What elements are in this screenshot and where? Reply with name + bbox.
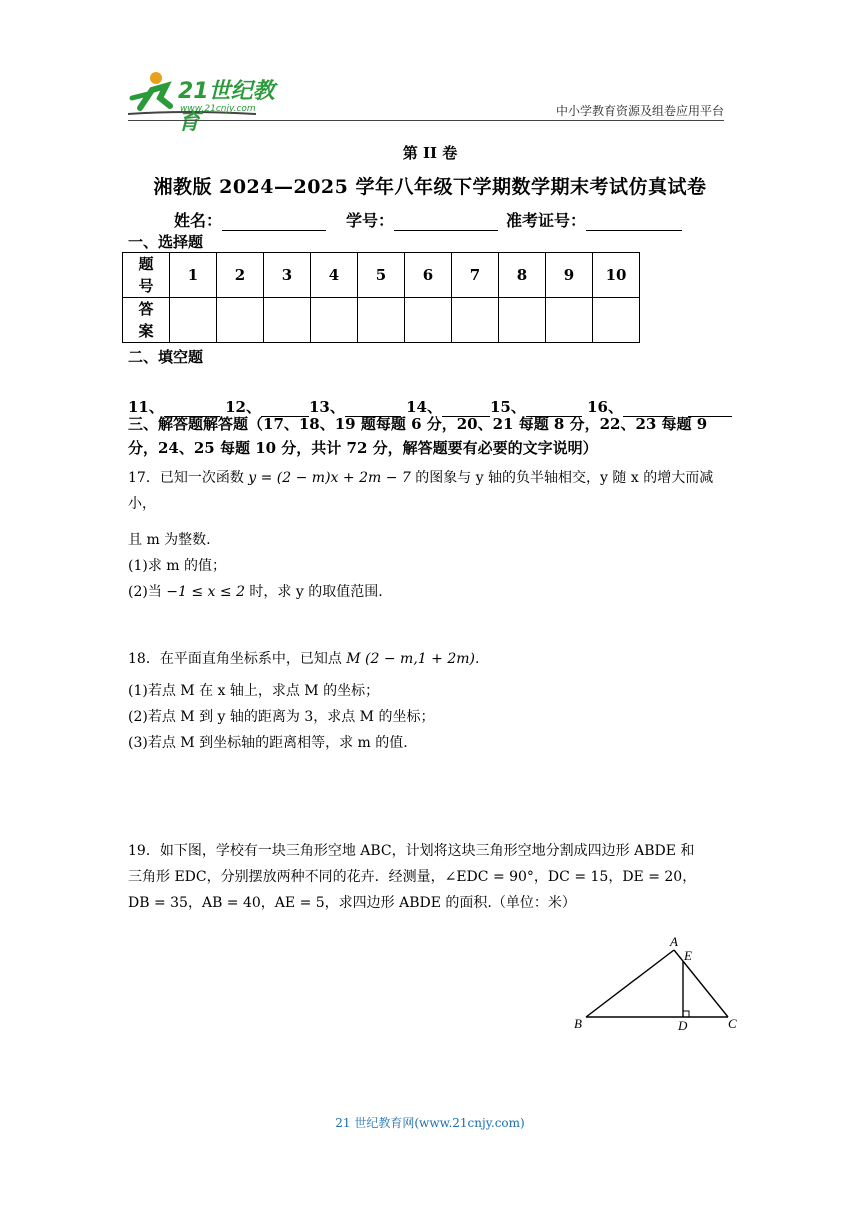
answer-cell[interactable] xyxy=(452,298,499,343)
answer-cell[interactable] xyxy=(358,298,405,343)
footer-link[interactable]: 21 世纪教育网(www.21cnjy.com) xyxy=(335,1116,525,1130)
q17-part2-text: (2)当 xyxy=(128,584,167,600)
q18-formula: M (2 − m,1 + 2m) xyxy=(346,651,475,667)
logo-text: 21世纪教育 xyxy=(178,79,275,135)
exam-number-field xyxy=(506,208,682,231)
student-id-blank[interactable] xyxy=(394,212,498,231)
fill-label-15: 15、 xyxy=(489,398,526,416)
q17-formula: y = (2 − m)x + 2m − 7 xyxy=(248,470,411,486)
section-choice-heading: 一、选择题 xyxy=(128,233,204,251)
q18-text-end: . xyxy=(474,651,480,667)
question-17 xyxy=(128,465,738,605)
page-title: 湘教版 2024—2025 学年八年级下学期数学期末考试仿真试卷 xyxy=(153,176,707,198)
answer-cell[interactable] xyxy=(593,298,640,343)
label-c: C xyxy=(728,1016,737,1031)
student-id-field xyxy=(346,208,498,231)
answer-cell[interactable] xyxy=(170,298,217,343)
label-a: A xyxy=(670,934,678,949)
question-19 xyxy=(128,838,738,916)
answer-cell[interactable] xyxy=(217,298,264,343)
row-header-answer: 答案 xyxy=(123,298,170,343)
q17-part1: (1)求 m 的值； xyxy=(128,558,227,574)
name-field xyxy=(174,208,326,231)
q18-part2: (2)若点 M 到 y 轴的距离为 3，求点 M 的坐标； xyxy=(128,709,435,725)
name-label: 姓名： xyxy=(174,211,223,230)
q19-line3: DB = 35，AB = 40，AE = 5，求四边形 ABDE 的面积.（单位：米） xyxy=(128,895,576,911)
fill-label-16: 16、 xyxy=(587,398,623,416)
question-number: 7 xyxy=(452,253,499,298)
question-number: 8 xyxy=(499,253,546,298)
question-number: 9 xyxy=(546,253,593,298)
row-header-question: 题号 xyxy=(123,253,170,298)
question-number: 4 xyxy=(311,253,358,298)
q17-text-cont: 的图象与 y 轴的负半轴相交，y 随 x 的增大而减小， xyxy=(128,470,714,512)
q18-part1: (1)若点 M 在 x 轴上，求点 M 的坐标； xyxy=(128,683,380,699)
fill-label-13: 13、 xyxy=(308,398,345,416)
question-number: 6 xyxy=(405,253,452,298)
answer-cell[interactable] xyxy=(311,298,358,343)
volume-label: 第 II 卷 xyxy=(402,144,458,162)
logo-url: www.21cnjy.com xyxy=(180,104,256,114)
q17-text: 17．已知一次函数 xyxy=(128,470,249,486)
platform-text: 中小学教育资源及组卷应用平台 xyxy=(555,104,724,118)
label-b: B xyxy=(574,1016,582,1031)
question-number: 10 xyxy=(593,253,640,298)
q17-line2: 且 m 为整数. xyxy=(128,532,211,548)
section-fill-heading: 二、填空题 xyxy=(128,348,204,366)
question-number: 3 xyxy=(264,253,311,298)
answer-table xyxy=(122,252,640,343)
header-divider xyxy=(128,120,724,121)
question-number: 1 xyxy=(170,253,217,298)
exam-number-blank[interactable] xyxy=(586,212,682,231)
question-number: 5 xyxy=(358,253,405,298)
answer-cell[interactable] xyxy=(546,298,593,343)
label-e: E xyxy=(684,948,692,963)
q17-part2-text-cont: 时，求 y 的取值范围. xyxy=(244,584,383,600)
logo xyxy=(126,68,296,135)
question-number: 2 xyxy=(217,253,264,298)
q18-text: 18．在平面直角坐标系中，已知点 xyxy=(128,651,347,667)
answer-cell[interactable] xyxy=(264,298,311,343)
answer-cell[interactable] xyxy=(499,298,546,343)
q17-part2-formula: −1 ≤ x ≤ 2 xyxy=(166,584,245,600)
student-id-label: 学号： xyxy=(346,211,395,230)
section-solve-heading: 三、解答题解答题（17、18、19 题每题 6 分，20、21 每题 8 分，22、23 每题 9 分，24、25 每题 10 分，共计 72 分，解答题要有必要的文字说明） xyxy=(128,415,708,457)
q18-part3: (3)若点 M 到坐标轴的距离相等，求 m 的值. xyxy=(128,735,408,751)
name-blank[interactable] xyxy=(222,212,326,231)
q19-line1: 19．如下图，学校有一块三角形空地 ABC，计划将这块三角形空地分割成四边形 ABDE 和 xyxy=(128,843,695,859)
q19-line2: 三角形 EDC，分别摆放两种不同的花卉．经测量，∠EDC = 90°，DC = 15，DE = 20， xyxy=(128,869,697,885)
fill-label-11: 11、 xyxy=(128,398,164,416)
question-18 xyxy=(128,646,738,756)
label-d: D xyxy=(678,1018,688,1033)
answer-cell[interactable] xyxy=(405,298,452,343)
triangle-figure xyxy=(570,930,750,1040)
fill-label-14: 14、 xyxy=(406,398,442,416)
exam-number-label: 准考证号： xyxy=(506,211,587,230)
fill-label-12: 12、 xyxy=(225,398,261,416)
